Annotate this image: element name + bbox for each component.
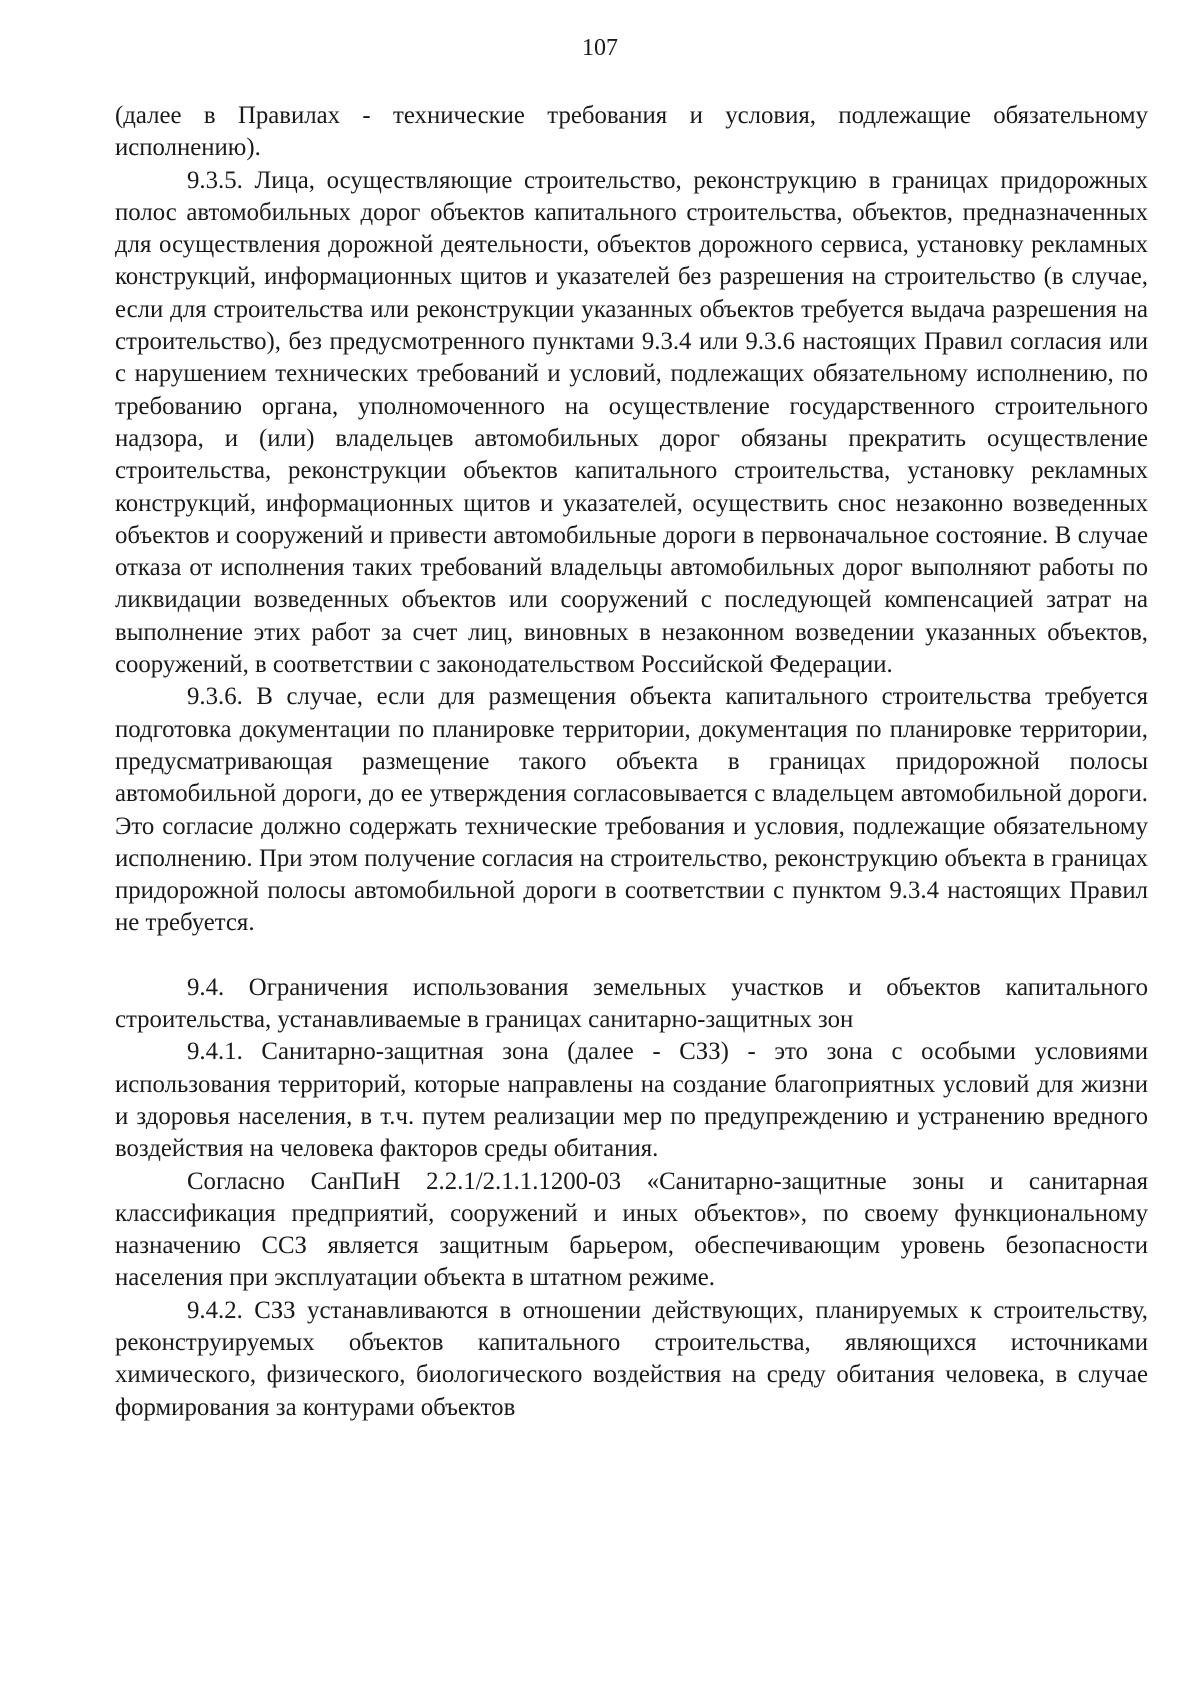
paragraph-9-3-6: 9.3.6. В случае, если для размещения объекта капитального строительства требуется подготовка документации по планировке территории, документация по планировке территории, предусматривающая размещение такого объекта в границах придорожной полосы автомобильной дороги, до ее утверждения согласовывается с владельцем автомобильной дороги. Это согласие должно содержать технические требования и условия, подлежащие обязательному исполнению. При этом получение согласия на строительство, реконструкцию объекта в границах придорожной полосы автомобильной дороги в соответствии с пунктом 9.3.4 настоящих Правил не требуется. [115, 683, 1148, 937]
paragraph-continuation: (далее в Правилах - технические требования и условия, подлежащие обязательному исполнению). [115, 102, 1148, 162]
paragraph-9-4-2: 9.4.2. СЗЗ устанавливаются в отношении действующих, планируемых к строительству, реконструируемых объектов капитального строительства, являющихся источниками химического, физического, биологического воздействия на среду обитания человека, в случае формирования за контурами объектов [115, 1296, 1148, 1421]
section-heading-9-4: 9.4. Ограничения использования земельных участков и объектов капитального строительства, устанавливаемые в границах санитарно-защитных зон [115, 973, 1148, 1034]
page-number: 107 [582, 35, 618, 61]
paragraph-9-3-5: 9.3.5. Лица, осуществляющие строительство, реконструкцию в границах придорожных полос автомобильных дорог объектов капитального строительства, объектов, предназначенных для осуществления дорожной деятельности, объектов дорожного сервиса, установку рекламных конструкций, информационных щитов и указателей без разрешения на строительство (в случае, если для строительства или реконструкции указанных объектов требуется выдача разрешения на строительство), без предусмотренного пунктами 9.3.4 или 9.3.6 настоящих Правил согласия или с нарушением технических требований и условий, подлежащих обязательному исполнению, по требованию органа, уполномоченного на осуществление государственного строительного надзора, и (или) владельцев автомобильных дорог обязаны прекратить осуществление строительства, реконструкции объектов капитального строительства, установку рекламных конструкций, информационных щитов и указателей, осуществить снос незаконно возведенных объектов и сооружений и привести автомобильные дороги в первоначальное состояние. В случае отказа от исполнения таких требований владельцы автомобильных дорог выполняют работы по ликвидации возведенных объектов или сооружений с последующей компенсацией затрат на выполнение этих работ за счет лиц, виновных в незаконном возведении указанных объектов, сооружений, в соответствии с законодательством Российской Федерации. [115, 166, 1148, 679]
paragraph-sanpin: Согласно СанПиН 2.2.1/2.1.1.1200-03 «Санитарно-защитные зоны и санитарная классификация предприятий, сооружений и иных объектов», по своему функциональному назначению ССЗ является защитным барьером, обеспечивающим уровень безопасности населения при эксплуатации объекта в штатном режиме. [115, 1167, 1148, 1292]
document-body [115, 100, 1148, 1424]
section-spacer [115, 940, 1148, 972]
paragraph-9-4-1: 9.4.1. Санитарно-защитная зона (далее - СЗЗ) - это зона с особыми условиями использования территорий, которые направлены на создание благоприятных условий для жизни и здоровья населения, в т.ч. путем реализации мер по предупреждению и устранению вредного воздействия на человека факторов среды обитания. [115, 1038, 1148, 1163]
